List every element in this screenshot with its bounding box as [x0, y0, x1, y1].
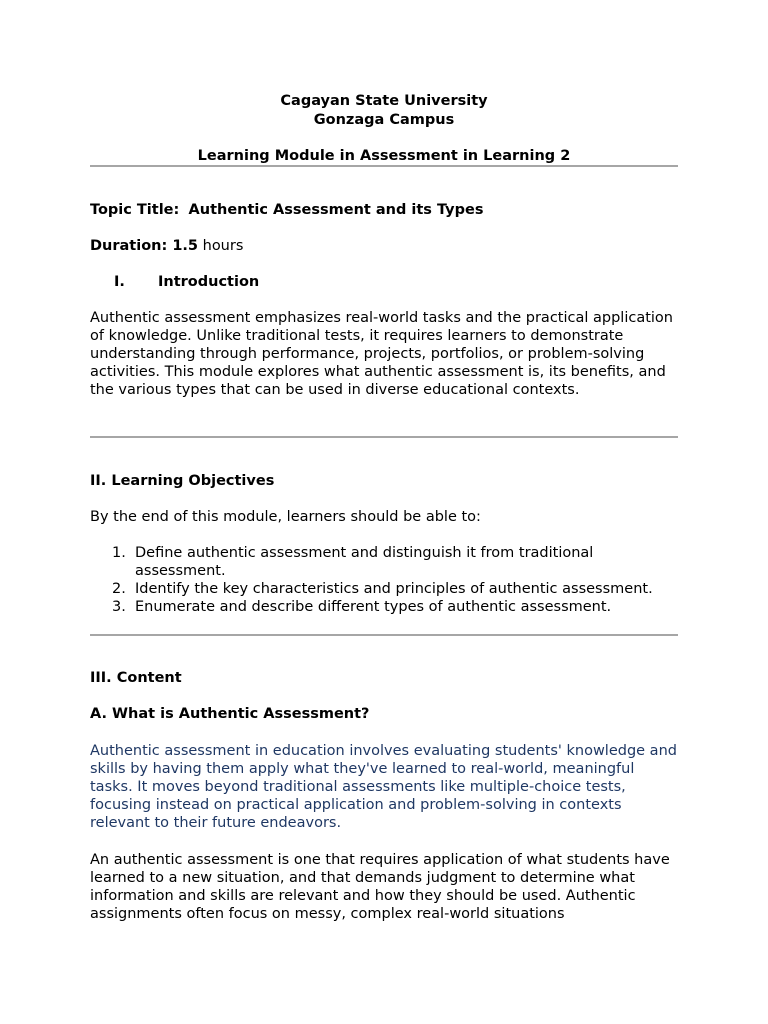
- university-name: Cagayan State University: [280, 93, 488, 109]
- duration: [90, 237, 678, 255]
- objectives-intro: By the end of this module, learners should be able to:: [90, 509, 481, 525]
- topic-title: [90, 201, 678, 219]
- introduction-heading: [90, 273, 678, 291]
- content-paragraph-1: Authentic assessment in education involves evaluating students' knowledge and skills by having them apply what they've learned to real-world, meaningful tasks. It moves beyond traditional assessments like multiple-choice tests, focusing instead on practical application and problem-solving in contexts relevant to their future endeavors.: [90, 743, 677, 831]
- divider-1: [90, 165, 678, 167]
- divider-2: [90, 436, 678, 438]
- campus-name: Gonzaga Campus: [313, 112, 455, 128]
- duration-label: Duration: 1.5: [90, 238, 199, 254]
- topic-label: Topic Title:: [90, 202, 180, 218]
- list-item-number: 3.: [112, 599, 126, 615]
- divider-3: [90, 634, 678, 636]
- list-item-text: Define authentic assessment and distinguish it from traditional assessment.: [135, 545, 594, 579]
- duration-unit: hours: [202, 238, 244, 254]
- introduction-body: Authentic assessment emphasizes real-world tasks and the practical application of knowledge. Unlike traditional tests, it requires learners to demonstrate understanding through performance, projects, portfolios, or problem-solving activities. This module explores what authentic assessment is, its benefits, and the various types that can be used in diverse educational contexts.: [90, 310, 673, 398]
- introduction-heading-text: Introduction: [158, 274, 260, 290]
- list-item-text: Identify the key characteristics and principles of authentic assessment.: [135, 581, 653, 597]
- list-item-text: Enumerate and describe different types of authentic assessment.: [135, 599, 612, 615]
- list-item: [90, 598, 678, 616]
- introduction-numeral: I.: [114, 274, 125, 290]
- list-item-number: 2.: [112, 581, 126, 597]
- topic-text: Authentic Assessment and its Types: [188, 202, 484, 218]
- objectives-list: [90, 544, 678, 616]
- module-title: Learning Module in Assessment in Learning 2: [197, 148, 571, 164]
- list-item-number: 1.: [112, 545, 126, 561]
- content-heading: III. Content: [90, 670, 182, 686]
- content-paragraph-2: An authentic assessment is one that requires application of what students have learned to a new situation, and that demands judgment to determine what information and skills are relevant and how they should be used. Authentic assignments often focus on messy, complex real-world situations: [90, 852, 670, 922]
- list-item: [90, 580, 678, 598]
- objectives-heading: II. Learning Objectives: [90, 473, 275, 489]
- content-subheading: A. What is Authentic Assessment?: [90, 706, 370, 722]
- list-item: [90, 544, 678, 580]
